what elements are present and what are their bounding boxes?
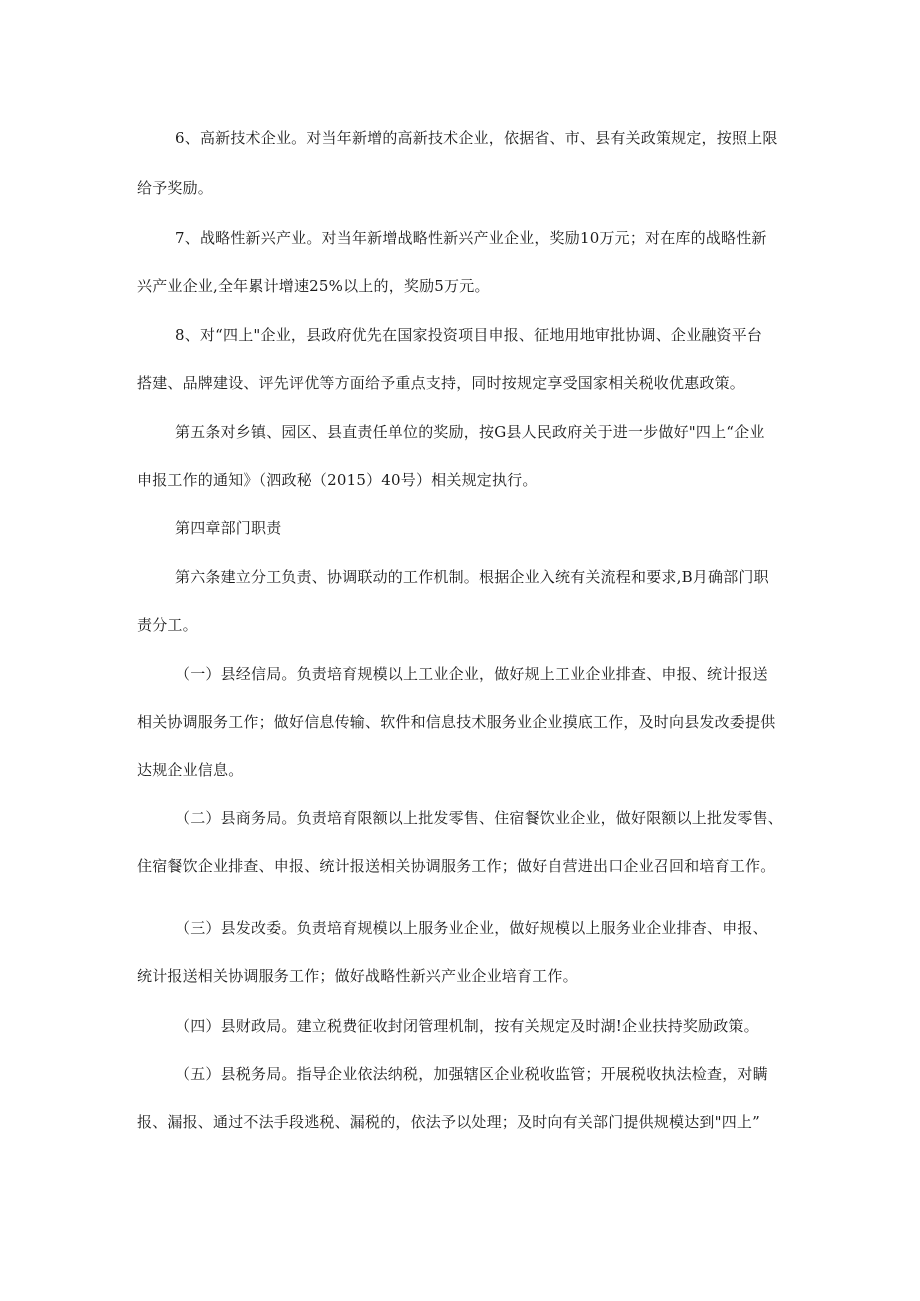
paragraph-line: 申报工作的通知》（泗政秘（2015）40号）相关规定执行。	[137, 471, 538, 489]
paragraph-line: 给予奖励。	[137, 179, 214, 197]
paragraph-line: 8、对“四上"企业，县政府优先在国家投资项目申报、征地用地审批协调、企业融资平台	[175, 326, 763, 344]
paragraph-line: 报、漏报、通过不法手段逃税、漏税的，依法予以处理；及时向有关部门提供规模达到"四上”	[137, 1113, 760, 1131]
paragraph-line: （一）县经信局。负责培育规模以上工业企业，做好规上工业企业排查、申报、统计报送	[175, 665, 768, 683]
paragraph-line: 责分工。	[137, 616, 198, 634]
paragraph-line: （五）县税务局。指导企业依法纳税，加强辖区企业税收监管；开展税收执法检查，对瞒	[175, 1065, 768, 1083]
paragraph-line: 兴产业企业,全年累计增速25%以上的，奖励5万元。	[137, 277, 490, 295]
paragraph-line: （四）县财政局。建立税费征收封闭管理机制，按有关规定及时湖!企业扶持奖励政策。	[175, 1017, 759, 1035]
paragraph-line: （二）县商务局。负责培育限额以上批发零售、住宿餐饮业企业，做好限额以上批发零售、	[175, 809, 784, 827]
paragraph-line: 第五条对乡镇、园区、县直责任单位的奖励，按G县人民政府关于进一步做好"四上“企业	[175, 423, 765, 441]
paragraph-line: 第六条建立分工负责、协调联动的工作机制。根据企业入统有关流程和要求,B月确部门职	[175, 568, 769, 586]
paragraph-line: 搭建、品牌建设、评先评优等方面给予重点支持，同时按规定享受国家相关税收优惠政策。	[137, 374, 746, 392]
paragraph-line: 6、高新技术企业。对当年新增的高新技术企业，依据省、市、县有关政策规定，按照上限	[175, 129, 778, 147]
paragraph-line: 住宿餐饮企业排查、申报、统计报送相关协调服务工作；做好自营进出口企业召回和培育工作。	[137, 857, 776, 875]
paragraph-line: 相关协调服务工作；做好信息传输、软件和信息技术服务业企业摸底工作，及时向县发改委提供	[137, 713, 776, 731]
paragraph-line: 统计报送相关协调服务工作；做好战略性新兴产业企业培育工作。	[137, 967, 578, 985]
paragraph-line: 7、战略性新兴产业。对当年新增战略性新兴产业企业，奖励10万元；对在库的战略性新	[175, 229, 767, 247]
paragraph-line: 达规企业信息。	[137, 761, 244, 779]
paragraph-line: （三）县发改委。负责培育规模以上服务业企业，做好规模以上服务业企业排杳、申报、	[175, 919, 768, 937]
chapter-heading: 第四章部门职责	[175, 519, 282, 537]
